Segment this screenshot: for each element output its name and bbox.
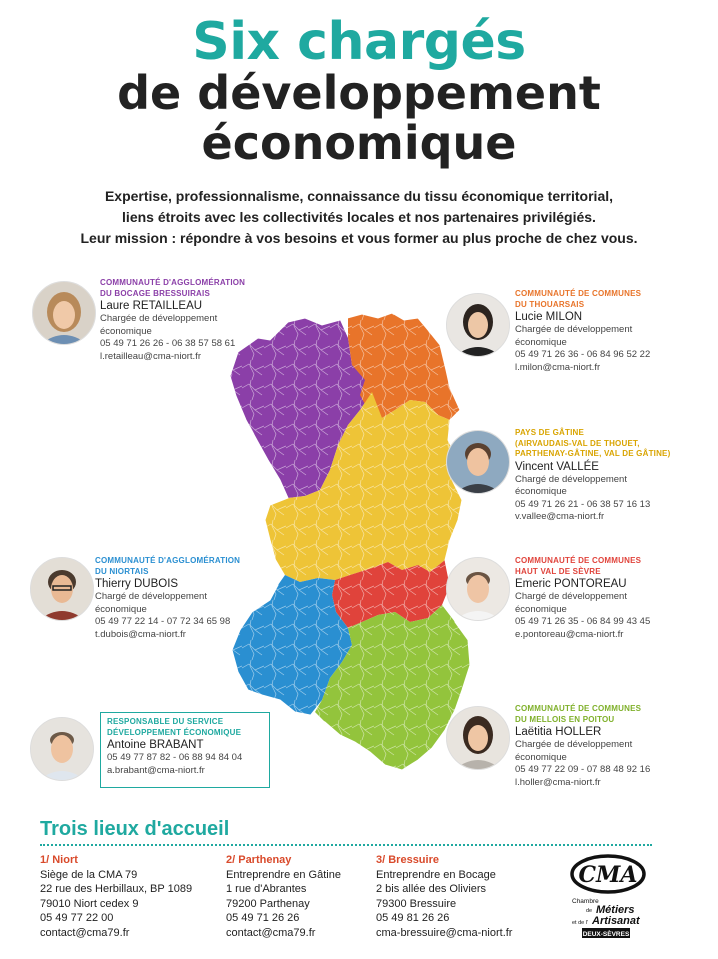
contact-name: Lucie MILON — [515, 311, 583, 323]
svg-text:Chambre: Chambre — [572, 898, 599, 905]
locations-heading: Trois lieux d'accueil — [40, 818, 230, 840]
department-map — [200, 300, 470, 780]
location-line: 1 rue d'Abrantes — [226, 883, 307, 895]
location-email[interactable]: contact@cma79.fr — [40, 926, 130, 939]
contact-phone: 05 49 77 22 14 - 07 72 34 65 98 — [95, 616, 231, 627]
photo-lucie-milon — [446, 293, 510, 357]
svg-text:et de l': et de l' — [572, 920, 589, 926]
org-label: RESPONSABLE DU SERVICE DÉVELOPPEMENT ÉCONOMIQUE — [107, 717, 242, 737]
title-line3: économique — [201, 116, 517, 170]
contact-name: Thierry DUBOIS — [95, 578, 179, 590]
title-line1: Six chargés — [192, 12, 526, 72]
contact-hautvalsevre — [515, 556, 655, 641]
contact-role: Chargée de développement économique — [515, 739, 633, 763]
intro-text — [20, 186, 698, 249]
intro-line: Expertise, professionnalisme, connaissance du tissu économique territorial, — [104, 188, 614, 204]
location-line: 79200 Parthenay — [226, 897, 310, 910]
location-line: Siège de la CMA 79 — [40, 868, 138, 881]
dotted-divider — [40, 844, 652, 846]
title-line2: de développement — [117, 66, 601, 120]
location-line: 79010 Niort cedex 9 — [40, 897, 139, 910]
contact-email[interactable]: l.milon@cma-niort.fr — [515, 361, 601, 373]
location-title: 1/ Niort — [40, 854, 78, 866]
contact-name: Vincent VALLÉE — [515, 460, 599, 473]
photo-antoine-brabant — [30, 717, 94, 781]
org-label: COMMUNAUTÉ DE COMMUNES HAUT VAL DE SÈVRE — [515, 556, 642, 576]
location-title: 3/ Bressuire — [376, 854, 439, 866]
svg-text:DEUX-SÈVRES: DEUX-SÈVRES — [582, 931, 630, 938]
location-line: 79300 Bressuire — [376, 897, 457, 910]
location-line: Entreprendre en Gâtine — [226, 868, 341, 881]
contact-phone: 05 49 71 26 26 - 06 38 57 58 61 — [100, 338, 236, 349]
contact-name: Laëtitia HOLLER — [515, 726, 602, 738]
org-label: PAYS DE GÂTINE (AIRVAUDAIS-VAL DE THOUET, PARTHENAY-GÂTINE, VAL DE GÂTINE) — [515, 428, 671, 458]
location-line: 2 bis allée des Oliviers — [376, 883, 487, 895]
location-bressuire — [376, 853, 512, 940]
contact-email[interactable]: e.pontoreau@cma-niort.fr — [515, 628, 624, 640]
contact-gatine — [515, 428, 670, 524]
photo-laure-retailleau — [32, 281, 96, 345]
photo-thierry-dubois — [30, 557, 94, 621]
location-email[interactable]: cma-bressuire@cma-niort.fr — [376, 926, 513, 939]
org-label: COMMUNAUTÉ DE COMMUNES DU MELLOIS EN POITOU — [515, 704, 642, 724]
contact-mellois — [515, 704, 655, 789]
intro-line: liens étroits avec les collectivités locales et nos partenaires privilégiés. — [122, 209, 596, 225]
contact-name: Laure RETAILLEAU — [100, 300, 203, 312]
contact-role: Chargée de développement économique — [515, 324, 633, 348]
svg-text:CMA: CMA — [578, 862, 638, 888]
contact-phone: 05 49 71 26 36 - 06 84 96 52 22 — [515, 349, 651, 360]
contact-phone: 05 49 77 87 82 - 06 88 94 84 04 — [107, 752, 243, 763]
contact-bressuire — [100, 278, 245, 363]
cma-logo — [568, 852, 660, 942]
contact-role: Chargé de développement économique — [95, 591, 207, 615]
location-niort — [40, 853, 192, 940]
org-label: COMMUNAUTÉ DE COMMUNES DU THOUARSAIS — [515, 289, 642, 309]
contact-name: Antoine BRABANT — [107, 739, 204, 751]
location-phone: 05 49 81 26 26 — [376, 912, 450, 924]
contact-role: Chargé de développement économique — [515, 473, 627, 497]
org-label: COMMUNAUTÉ D'AGGLOMÉRATION DU BOCAGE BRESSUIRAIS — [100, 278, 246, 298]
contact-name: Emeric PONTOREAU — [515, 578, 627, 590]
contact-email[interactable]: l.holler@cma-niort.fr — [515, 776, 601, 788]
contact-phone: 05 49 71 26 35 - 06 84 99 43 45 — [515, 616, 651, 627]
contact-email[interactable]: l.retailleau@cma-niort.fr — [100, 350, 201, 362]
contact-email[interactable]: v.vallee@cma-niort.fr — [515, 511, 605, 522]
org-label: COMMUNAUTÉ D'AGGLOMÉRATION DU NIORTAIS — [95, 556, 241, 576]
contact-phone: 05 49 71 26 21 - 06 38 57 16 13 — [515, 498, 651, 510]
contact-thouarsais — [515, 289, 655, 374]
photo-emeric-pontoreau — [446, 557, 510, 621]
location-line: Entreprendre en Bocage — [376, 868, 496, 881]
contact-niortais — [95, 556, 240, 641]
svg-text:Artisanat: Artisanat — [592, 915, 640, 927]
intro-line: Leur mission : répondre à vos besoins et vous former au plus proche de chez vous. — [80, 230, 638, 246]
svg-text:Métiers: Métiers — [596, 904, 635, 916]
cma-logo-mark — [568, 852, 660, 942]
contact-email[interactable]: a.brabant@cma-niort.fr — [107, 764, 205, 776]
contact-responsable — [100, 712, 270, 788]
location-parthenay — [226, 853, 341, 940]
location-title: 2/ Parthenay — [226, 854, 292, 866]
location-line: 22 rue des Herbillaux, BP 1089 — [40, 883, 193, 895]
svg-text:de: de — [586, 908, 593, 914]
contact-email[interactable]: t.dubois@cma-niort.fr — [95, 628, 186, 640]
location-phone: 05 49 77 22 00 — [40, 912, 114, 924]
photo-laetitia-holler — [446, 706, 510, 770]
contact-role: Chargée de développement économique — [100, 313, 218, 337]
location-email[interactable]: contact@cma79.fr — [226, 926, 316, 939]
photo-vincent-vallee — [446, 430, 510, 494]
location-phone: 05 49 71 26 26 — [226, 912, 300, 924]
contact-phone: 05 49 77 22 09 - 07 88 48 92 16 — [515, 764, 651, 775]
contact-role: Chargé de développement économique — [515, 591, 627, 615]
